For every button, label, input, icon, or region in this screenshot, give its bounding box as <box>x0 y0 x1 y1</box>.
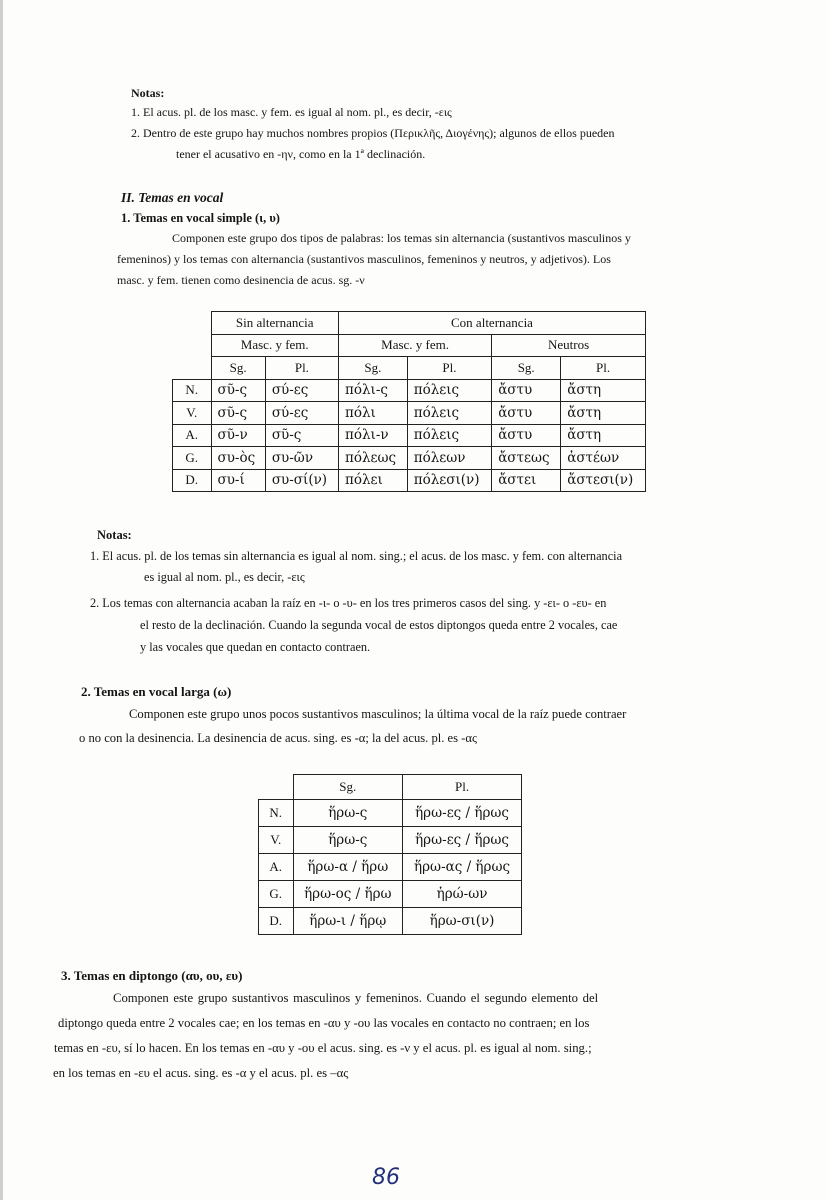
case-label: A. <box>259 854 294 881</box>
header-pl: Pl. <box>407 357 491 380</box>
note-1-1: 1. El acus. pl. de los masc. y fem. es igual al nom. pl., es decir, -εις <box>131 105 452 119</box>
note-1-2-cont: tener el acusativo en -ην, como en la 1ª declinación. <box>176 147 426 161</box>
para-3-line-2: diptongo queda entre 2 vocales cae; en los temas en -αυ y -ου las vocales en contacto no contraen; en los <box>58 1016 590 1030</box>
table-cell: ἥρω-ος / ἥρω <box>293 881 403 908</box>
table-row <box>259 881 522 908</box>
table-row <box>259 827 522 854</box>
header-sg: Sg. <box>338 357 407 380</box>
table-cell: ἄστεως <box>492 447 561 470</box>
section-title: II. Temas en vocal <box>121 190 224 205</box>
table-cell: ἀστέων <box>561 447 646 470</box>
para-3-line-4: en los temas en -ευ el acus. sing. es -α y el acus. pl. es –ας <box>53 1066 349 1080</box>
table-cell: συ-ὸς <box>211 447 265 470</box>
table-cell: πόλι-ς <box>338 379 407 402</box>
table-cell: ἥρω-ς <box>293 827 403 854</box>
table-cell: συ-ῶν <box>265 447 338 470</box>
table-row <box>173 379 646 402</box>
table-cell: πόλεις <box>407 379 491 402</box>
table-row <box>259 908 522 935</box>
table-cell: ἄστη <box>561 424 646 447</box>
table-cell: ἄστη <box>561 379 646 402</box>
table-row <box>173 447 646 470</box>
table-cell: ἥρω-ι / ἥρῳ <box>293 908 403 935</box>
table-cell: ἥρω-α / ἥρω <box>293 854 403 881</box>
table-cell: ἄστυ <box>492 424 561 447</box>
table-cell: πόλι <box>338 402 407 425</box>
table-row <box>173 469 646 492</box>
table-cell: ἄστει <box>492 469 561 492</box>
table-cell: συ-ί <box>211 469 265 492</box>
header-sin-alternancia: Sin alternancia <box>211 312 338 335</box>
table-cell: σῦ-ς <box>265 424 338 447</box>
header-masc-fem-1: Masc. y fem. <box>211 334 338 357</box>
note-2-2-cont-1: el resto de la declinación. Cuando la segunda vocal de estos diptongos queda entre 2 vocales, cae <box>140 618 618 632</box>
header-pl: Pl. <box>403 775 522 800</box>
note-2-1: 1. El acus. pl. de los temas sin alternancia es igual al nom. sing.; el acus. de los masc. y fem. con alternancia <box>90 549 623 563</box>
table-cell: ἥρω-ας / ἥρως <box>403 854 522 881</box>
notes-title-2: Notas: <box>97 528 132 542</box>
header-sg: Sg. <box>211 357 265 380</box>
table-cell: σύ-ες <box>265 379 338 402</box>
declension-table-2 <box>258 774 522 935</box>
table-cell: πόλεις <box>407 402 491 425</box>
header-pl: Pl. <box>265 357 338 380</box>
note-2-2-cont-2: y las vocales que quedan en contacto contraen. <box>140 640 371 654</box>
para-3-line-3: temas en -ευ, sí lo hacen. En los temas en -αυ y -ου el acus. sing. es -ν y el acus. pl. es igual al nom. sing.; <box>54 1041 592 1055</box>
table-cell: ἄστεσι(ν) <box>561 469 646 492</box>
table-cell: πόλεως <box>338 447 407 470</box>
header-sg: Sg. <box>492 357 561 380</box>
para-3-line-1: Componen este grupo sustantivos masculinos y femeninos. Cuando el segundo elemento del <box>113 991 599 1005</box>
case-label: A. <box>173 424 212 447</box>
para-1-line-1: Componen este grupo dos tipos de palabras: los temas sin alternancia (sustantivos masculinos y <box>172 231 631 245</box>
table-cell: σῦ-ς <box>211 402 265 425</box>
table-cell: ἥρω-ες / ἥρως <box>403 800 522 827</box>
table-row <box>173 424 646 447</box>
case-label: N. <box>259 800 294 827</box>
note-1-2: 2. Dentro de este grupo hay muchos nombres propios (Περικλῆς, Διογένης); algunos de ellos pueden <box>131 126 615 140</box>
page-edge <box>0 0 3 1200</box>
table-cell: σῦ-ς <box>211 379 265 402</box>
subsection-title-1: 1. Temas en vocal simple (ι, υ) <box>121 211 280 225</box>
table-cell: πόλει <box>338 469 407 492</box>
header-con-alternancia: Con alternancia <box>338 312 645 335</box>
case-label: G. <box>259 881 294 908</box>
header-masc-fem-2: Masc. y fem. <box>338 334 491 357</box>
header-neutros: Neutros <box>492 334 646 357</box>
notes-title-1: Notas: <box>131 86 165 100</box>
table-cell: ἥρω-σι(ν) <box>403 908 522 935</box>
subsection-title-2: 2. Temas en vocal larga (ω) <box>81 684 232 699</box>
table-cell: ἄστη <box>561 402 646 425</box>
declension-table-1 <box>172 311 646 492</box>
header-sg: Sg. <box>293 775 403 800</box>
table-cell: πόλεις <box>407 424 491 447</box>
header-pl: Pl. <box>561 357 646 380</box>
table-cell: ἄστυ <box>492 379 561 402</box>
para-2-line-2: o no con la desinencia. La desinencia de acus. sing. es -α; la del acus. pl. es -ας <box>79 731 477 745</box>
para-2-line-1: Componen este grupo unos pocos sustantivos masculinos; la última vocal de la raíz puede contraer <box>129 707 627 721</box>
table-cell: πόλεσι(ν) <box>407 469 491 492</box>
case-label: V. <box>259 827 294 854</box>
table-cell: σύ-ες <box>265 402 338 425</box>
table-row <box>173 402 646 425</box>
table-cell: σῦ-ν <box>211 424 265 447</box>
case-label: V. <box>173 402 212 425</box>
para-1-line-2: femeninos) y los temas con alternancia (sustantivos masculinos, femeninos y neutros, y adjetivos). Los <box>117 252 611 266</box>
table-cell: συ-σί(ν) <box>265 469 338 492</box>
page-number: 86 <box>372 1165 400 1190</box>
table-row <box>259 854 522 881</box>
case-label: D. <box>173 469 212 492</box>
table-cell: ἥρω-ς <box>293 800 403 827</box>
table-cell: πόλι-ν <box>338 424 407 447</box>
table-row <box>259 800 522 827</box>
table-cell: πόλεων <box>407 447 491 470</box>
table-cell: ἡρώ-ων <box>403 881 522 908</box>
note-2-2: 2. Los temas con alternancia acaban la raíz en -ι- o -υ- en los tres primeros casos del sing. y -ει- o -ευ- en <box>90 596 607 610</box>
subsection-title-3: 3. Temas en diptongo (αυ, ου, ευ) <box>61 968 243 983</box>
table-cell: ἥρω-ες / ἥρως <box>403 827 522 854</box>
case-label: G. <box>173 447 212 470</box>
note-2-1-cont: es igual al nom. pl., es decir, -εις <box>144 570 305 584</box>
case-label: N. <box>173 379 212 402</box>
para-1-line-3: masc. y fem. tienen como desinencia de acus. sg. -ν <box>117 273 365 287</box>
case-label: D. <box>259 908 294 935</box>
table-cell: ἄστυ <box>492 402 561 425</box>
